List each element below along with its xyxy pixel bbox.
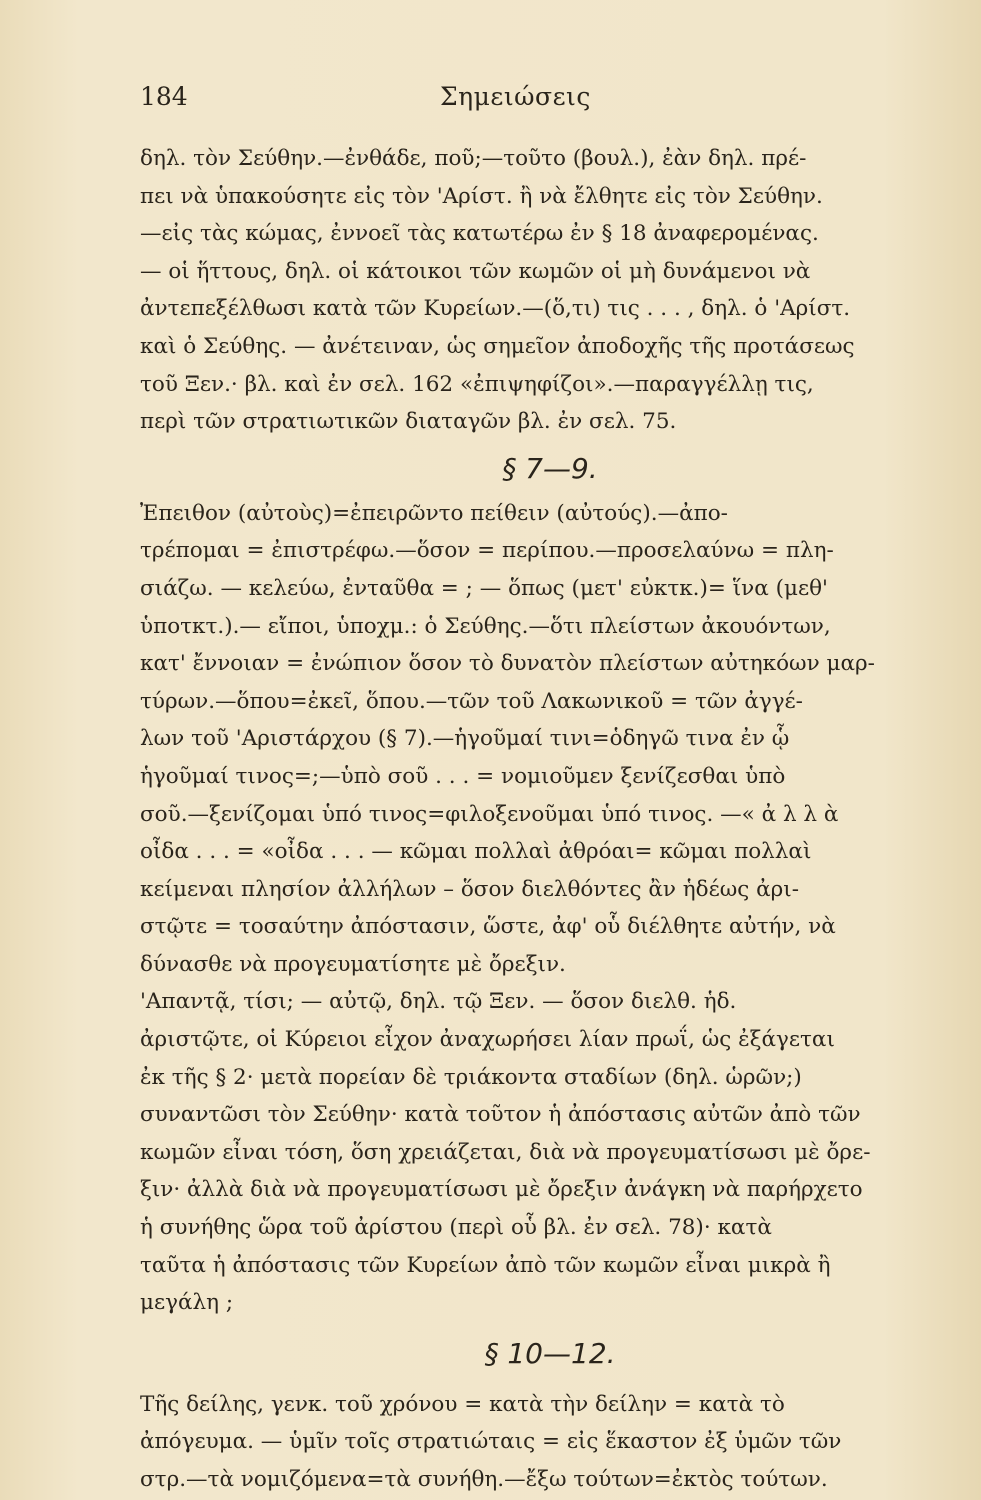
text-line: τοῦ Ξεν.· βλ. καὶ ἐν σελ. 162 «ἐπιψηφίζοι».—παραγγέλλῃ τις, bbox=[140, 371, 814, 397]
text-line: ξιν· ἀλλὰ διὰ νὰ προγευματίσωσι μὲ ὄρεξιν ἀνάγκη νὰ παρήρχετο bbox=[140, 1177, 863, 1203]
text-line: ἀντεπεξέλθωσι κατὰ τῶν Κυρείων.—(ὅ,τι) τις . . . , δηλ. ὁ 'Αρίστ. bbox=[140, 296, 851, 322]
text-line: 'Απαντᾷ, τίσι; — αὐτῷ, δηλ. τῷ Ξεν. — ὅσον διελθ. ἡδ. bbox=[140, 989, 737, 1015]
text-line: κωμῶν εἶναι τόση, ὅση χρειάζεται, διὰ νὰ προγευματίσωσι μὲ ὄρε- bbox=[140, 1139, 871, 1165]
text-line: ἀπόγευμα. — ὑμῖν τοῖς στρατιώταις = εἰς ἕκαστον ἐξ ὑμῶν τῶν bbox=[140, 1429, 842, 1455]
text-line: ἡ συνήθης ὥρα τοῦ ἀρίστου (περὶ οὗ βλ. ἐν σελ. 78)· κατὰ bbox=[140, 1215, 772, 1241]
text-line: περὶ τῶν στρατιωτικῶν διαταγῶν βλ. ἐν σελ. 75. bbox=[140, 409, 677, 435]
text-line: ἐκ τῆς § 2· μετὰ πορείαν δὲ τριάκοντα σταδίων (δηλ. ὡρῶν;) bbox=[140, 1064, 802, 1090]
page-header bbox=[140, 82, 920, 122]
text-line: στρ.—τὰ νομιζόμενα=τὰ συνήθη.—ἔξω τούτων=ἐκτὸς τούτων. bbox=[140, 1467, 828, 1492]
text-line: — οἱ ἥττους, δηλ. οἱ κάτοικοι τῶν κωμῶν οἱ μὴ δυνάμενοι νὰ bbox=[140, 258, 811, 284]
text-line: μεγάλη ; bbox=[140, 1290, 234, 1316]
page-number: 184 bbox=[140, 82, 188, 111]
section-heading-10-12: § 10—12. bbox=[484, 1336, 616, 1370]
text-line: στῷτε = τοσαύτην ἀπόστασιν, ὥστε, ἀφ' οὗ διέλθητε αὐτήν, νὰ bbox=[140, 914, 836, 940]
text-line: σιάζω. — κελεύω, ἐνταῦθα = ; — ὅπως (μετ' εὐκτκ.)= ἵνα (μεθ' bbox=[140, 575, 828, 601]
text-line: ἀριστῷτε, οἱ Κύρειοι εἶχον ἀναχωρήσει λίαν πρωΐ, ὡς ἐξάγεται bbox=[140, 1027, 835, 1053]
text-line: ἡγοῦμαί τινος=;—ὑπὸ σοῦ . . . = νομιοῦμεν ξενίζεσθαι ὑπὸ bbox=[140, 763, 786, 789]
text-line: συναντῶσι τὸν Σεύθην· κατὰ τοῦτον ἡ ἀπόστασις αὐτῶν ἀπὸ τῶν bbox=[140, 1102, 861, 1128]
paragraph-1 bbox=[140, 140, 920, 441]
text-line: οἶδα . . . = «οἶδα . . . — κῶμαι πολλαὶ ἀθρόαι= κῶμαι πολλαὶ bbox=[140, 839, 812, 865]
section-7-9-notes bbox=[140, 495, 920, 1322]
text-line: κείμεναι πλησίον ἀλλήλων – ὅσον διελθόντες ἂν ἡδέως ἀρι- bbox=[140, 876, 799, 902]
text-line: δηλ. τὸν Σεύθην.—ἐνθάδε, ποῦ;—τοῦτο (βουλ.), ἐὰν δηλ. πρέ- bbox=[140, 146, 807, 171]
text-line: καὶ ὁ Σεύθης. — ἀνέτειναν, ὡς σημεῖον ἀποδοχῆς τῆς προτάσεως bbox=[140, 333, 855, 359]
text-line: σοῦ.—ξενίζομαι ὑπό τινος=φιλοξενοῦμαι ὑπό τινος. —« ἀ λ λ ὰ bbox=[140, 801, 839, 827]
text-line: τρέπομαι = ἐπιστρέφω.—ὅσον = περίπου.—προσελαύνω = πλη- bbox=[140, 538, 834, 564]
text-line: τύρων.—ὅπου=ἐκεῖ, ὅπου.—τῶν τοῦ Λακωνικοῦ = τῶν ἀγγέ- bbox=[140, 688, 803, 714]
text-line: λων τοῦ 'Αριστάρχου (§ 7).—ἡγοῦμαί τινι=ὁδηγῶ τινα ἐν ᾧ bbox=[140, 726, 790, 752]
text-line: —εἰς τὰς κώμας, ἐννοεῖ τὰς κατωτέρω ἐν § 18 ἀναφερομένας. bbox=[140, 221, 819, 247]
text-line: κατ' ἔννοιαν = ἐνώπιον ὅσον τὸ δυνατὸν πλείστων αὐτηκόων μαρ- bbox=[140, 651, 875, 677]
running-title: Σημειώσεις bbox=[440, 82, 591, 111]
text-line: ταῦτα ἡ ἀπόστασις τῶν Κυρείων ἀπὸ τῶν κωμῶν εἶναι μικρὰ ἢ bbox=[140, 1252, 831, 1278]
text-line: Ἐπειθον (αὐτοὺς)=ἐπειρῶντο πείθειν (αὐτούς).—ἀπο- bbox=[140, 500, 728, 526]
text-line: Τῆς δείλης, γενκ. τοῦ χρόνου = κατὰ τὴν δείλην = κατὰ τὸ bbox=[140, 1391, 785, 1417]
text-line: πει νὰ ὑπακούσητε εἰς τὸν 'Αρίστ. ἢ νὰ ἔλθητε εἰς τὸν Σεύθην. bbox=[140, 183, 823, 209]
text-line: ὑποτκτ.).— εἴποι, ὑποχμ.: ὁ Σεύθης.—ὅτι πλείστων ἀκουόντων, bbox=[140, 613, 831, 639]
body-text bbox=[140, 140, 920, 1499]
section-10-12-notes bbox=[140, 1386, 920, 1499]
text-line: δύνασθε νὰ προγευματίσητε μὲ ὄρεξιν. bbox=[140, 951, 566, 977]
section-heading-7-9: § 7—9. bbox=[502, 451, 598, 485]
